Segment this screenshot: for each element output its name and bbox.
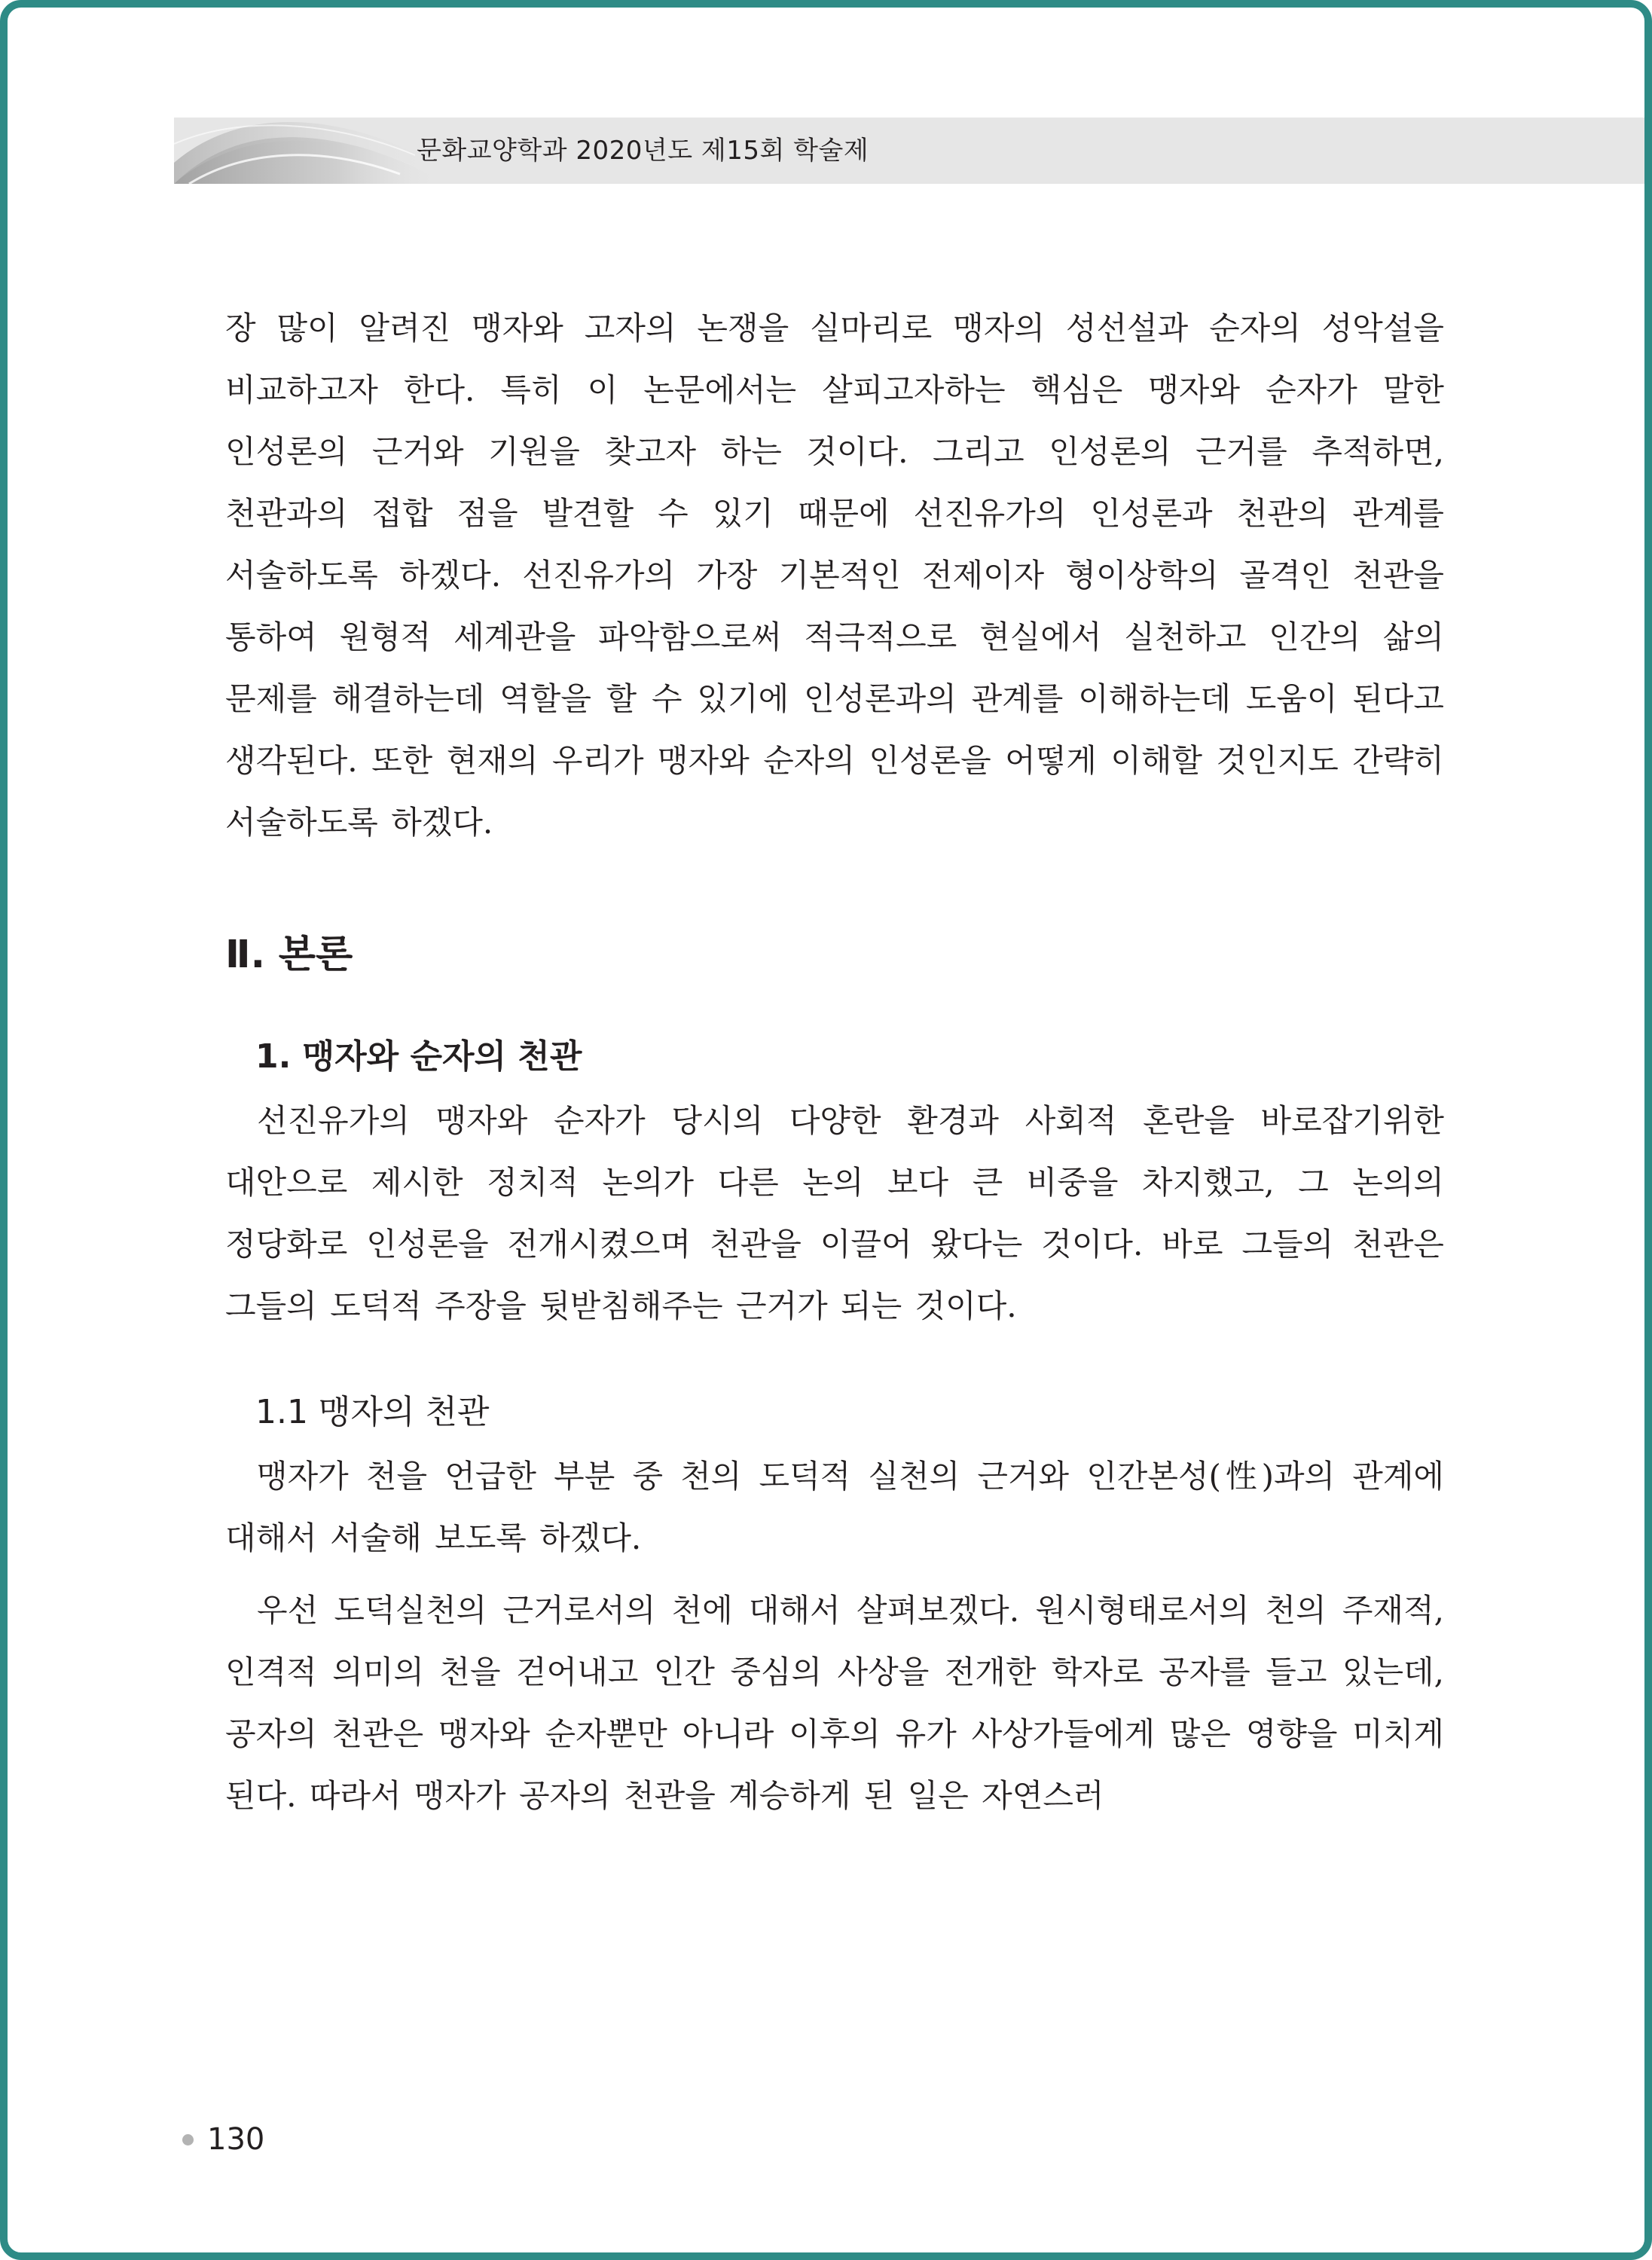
page-footer — [182, 2117, 264, 2162]
running-header-title: 문화교양학과 2020년도 제15회 학술제 — [417, 136, 869, 166]
header-swirl-decoration — [174, 118, 445, 184]
mencius-paragraph-1: 맹자가 천을 언급한 부분 중 천의 도덕적 실천의 근거와 인간본성(性)과의 관계에 대해서 서술해 보도록 하겠다. — [225, 1458, 1444, 1556]
intro-paragraph: 장 많이 알려진 맹자와 고자의 논쟁을 실마리로 맹자의 성선설과 순자의 성악설을 비교하고자 한다. 특히 이 논문에서는 살피고자하는 핵심은 맹자와 순자가 말한 인성론의 근거와 기원을 찾고자 하는 것이다. 그리고 인성론의 근거를 추적하면, 천관과의 접합 점을 발견할 수 있기 때문에 선진유가의 인성론과 천관의 관계를 서술하도록 하겠다. 선진유가의 가장 기본적인 전제이자 형이상학의 골격인 천관을 통하여 원형적 세계관을 파악함으로써 적극적으로 현실에서 실천하고 인간의 삶의 문제를 해결하는데 역할을 할 수 있기에 인성론과의 관계를 이해하는데 도움이 된다고 생각된다. 또한 현재의 우리가 맹자와 순자의 인성론을 어떻게 이해할 것인지도 간략히 서술하도록 하겠다. — [225, 310, 1444, 841]
spacer — [225, 1435, 1444, 1446]
subsection-heading-heaven-view: 1. 맹자와 순자의 천관 — [255, 1037, 582, 1076]
subsubsection-heading-mencius: 1.1 맹자의 천관 — [255, 1393, 490, 1431]
spacer — [225, 1337, 1444, 1390]
page-content — [225, 298, 1444, 1827]
bullet-dot-icon — [182, 2134, 194, 2145]
page-number: 130 — [207, 2122, 265, 2157]
section-heading-main-body: Ⅱ. 본론 — [225, 933, 353, 977]
spacer — [225, 982, 1444, 1034]
spacer — [225, 854, 1444, 929]
subsection-paragraph: 선진유가의 맹자와 순자가 당시의 다양한 환경과 사회적 혼란을 바로잡기위한 대안으로 제시한 정치적 논의가 다른 논의 보다 큰 비중을 차지했고, 그 논의의 정당화로 인성론을 전개시켰으며 천관을 이끌어 왔다는 것이다. 바로 그들의 천관은 그들의 도덕적 주장을 뒷받침해주는 근거가 되는 것이다. — [225, 1102, 1444, 1324]
mencius-paragraph-2: 우선 도덕실천의 근거로서의 천에 대해서 살펴보겠다. 원시형태로서의 천의 주재적, 인격적 의미의 천을 걷어내고 인간 중심의 사상을 전개한 학자로 공자를 들고 있는데, 공자의 천관은 맹자와 순자뿐만 아니라 이후의 유가 사상가들에게 많은 영향을 미치게 된다. 따라서 맹자가 공자의 천관을 계승하게 된 일은 자연스러 — [225, 1592, 1444, 1814]
running-header — [174, 118, 1652, 184]
spacer — [225, 1080, 1444, 1090]
spacer — [225, 1569, 1444, 1580]
